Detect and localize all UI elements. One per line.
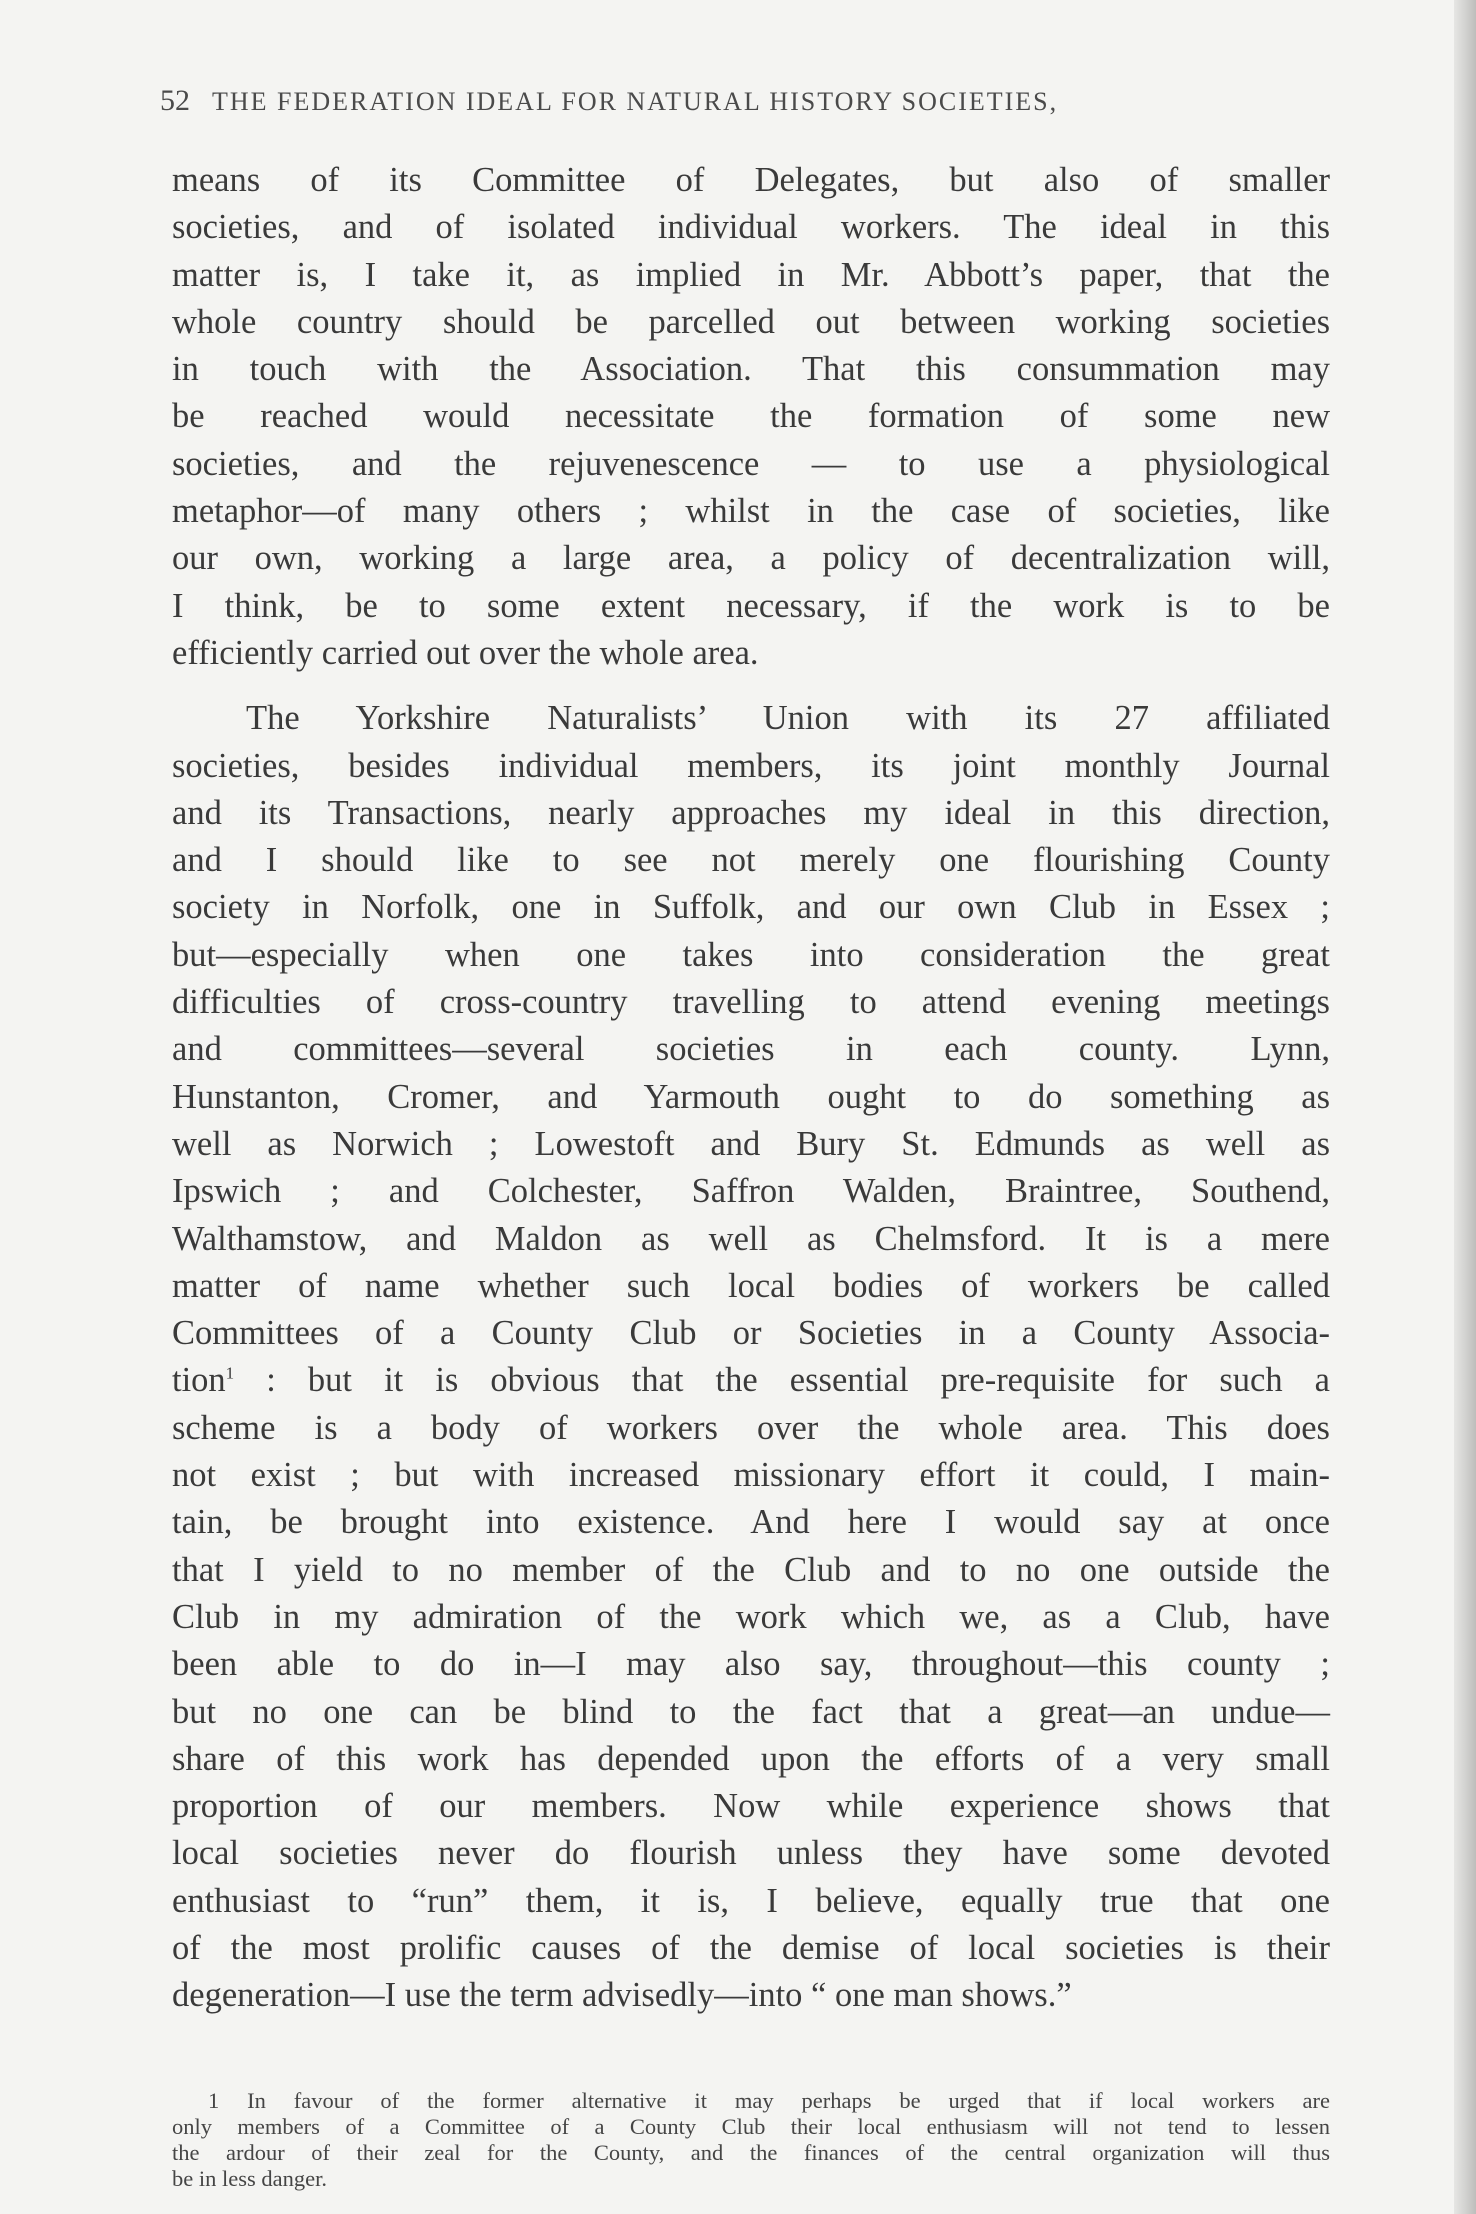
footnote-marker: 1 xyxy=(208,2088,220,2113)
text-line: efficiently carried out over the whole area. xyxy=(172,633,759,672)
text-line: matter is, I take it, as implied in Mr. Abbott’s paper, that the xyxy=(172,255,1330,294)
footnote-line xyxy=(172,2088,1330,2114)
text-line: degeneration—I use the term advisedly—into “ one man shows.” xyxy=(172,1976,1072,2015)
page-number: 52 xyxy=(160,84,190,117)
text-line: Walthamstow, and Maldon as well as Chelmsford. It is a mere xyxy=(172,1219,1330,1258)
text-line: tain, be brought into existence. And here I would say at once xyxy=(172,1503,1330,1542)
text-line: Committees of a County Club or Societies in a County Associa- xyxy=(172,1314,1330,1353)
paragraph-gap xyxy=(172,677,1330,695)
text-line: societies, besides individual members, its joint monthly Journal xyxy=(172,746,1330,785)
body-text xyxy=(172,157,1330,2020)
text-line-with-footnote-ref xyxy=(172,1357,1330,1404)
text-line: that I yield to no member of the Club and to no one outside the xyxy=(172,1550,1330,1589)
text-line: Club in my admiration of the work which we, as a Club, have xyxy=(172,1597,1330,1636)
footnote-line: the ardour of their zeal for the County, and the finances of the central organization will thus xyxy=(172,2140,1330,2165)
text-line: scheme is a body of workers over the whole area. This does xyxy=(172,1408,1330,1447)
text-line: and its Transactions, nearly approaches my ideal in this direction, xyxy=(172,793,1330,832)
text-line: not exist ; but with increased missionary effort it could, I main- xyxy=(172,1456,1330,1495)
text-line: The Yorkshire Naturalists’ Union with its 27 affiliated xyxy=(246,699,1330,738)
text-line: enthusiast to “run” them, it is, I believe, equally true that one xyxy=(172,1881,1330,1920)
text-line: share of this work has depended upon the efforts of a very small xyxy=(172,1739,1330,1778)
text-line: been able to do in—I may also say, throughout—this county ; xyxy=(172,1645,1330,1684)
running-title: THE FEDERATION IDEAL FOR NATURAL HISTORY SOCIETIES, xyxy=(212,87,1059,116)
text-line: local societies never do flourish unless they have some devoted xyxy=(172,1834,1330,1873)
text-line: metaphor—of many others ; whilst in the case of societies, like xyxy=(172,492,1330,531)
page-edge-shadow xyxy=(1454,0,1476,2214)
footnote-text: In favour of the former alternative it may perhaps be urged that if local workers are xyxy=(247,2088,1330,2113)
text-line: difficulties of cross-country travelling to attend evening meetings xyxy=(172,983,1330,1022)
text-line: I think, be to some extent necessary, if the work is to be xyxy=(172,586,1330,625)
text-line: proportion of our members. Now while experience shows that xyxy=(172,1787,1330,1826)
text-line: but—especially when one takes into consideration the great xyxy=(172,935,1330,974)
text-line: and I should like to see not merely one flourishing County xyxy=(172,841,1330,880)
text-line: whole country should be parcelled out between working societies xyxy=(172,302,1330,341)
text-line: Hunstanton, Cromer, and Yarmouth ought to do something as xyxy=(172,1077,1330,1116)
text-line: but no one can be blind to the fact that a great—an undue— xyxy=(172,1692,1330,1731)
text-line: and committees—several societies in each county. Lynn, xyxy=(172,1030,1330,1069)
footnote xyxy=(172,2088,1330,2192)
text-line: well as Norwich ; Lowestoft and Bury St. Edmunds as well as xyxy=(172,1124,1330,1163)
text-line: societies, and the rejuvenescence — to use a physiological xyxy=(172,444,1330,483)
text-line: means of its Committee of Delegates, but also of smaller xyxy=(172,161,1330,199)
text-span: tion xyxy=(172,1361,226,1400)
footnote-line: only members of a Committee of a County Club their local enthusiasm will not tend to lessen xyxy=(172,2114,1330,2139)
text-span: : but it is obvious that the essential pre-requisite for such a xyxy=(234,1361,1330,1400)
text-line: in touch with the Association. That this consummation may xyxy=(172,350,1330,389)
text-line: of the most prolific causes of the demise of local societies is their xyxy=(172,1928,1330,1967)
text-line: be reached would necessitate the formation of some new xyxy=(172,397,1330,436)
footnote-line: be in less danger. xyxy=(172,2166,327,2191)
text-line: societies, and of isolated individual workers. The ideal in this xyxy=(172,208,1330,247)
text-line: our own, working a large area, a policy of decentralization will, xyxy=(172,539,1330,578)
footnote-reference: 1 xyxy=(225,1363,235,1383)
running-header xyxy=(160,84,1280,118)
text-line: matter of name whether such local bodies of workers be called xyxy=(172,1266,1330,1305)
text-line: Ipswich ; and Colchester, Saffron Walden, Braintree, Southend, xyxy=(172,1172,1330,1211)
text-line: society in Norfolk, one in Suffolk, and our own Club in Essex ; xyxy=(172,888,1330,927)
